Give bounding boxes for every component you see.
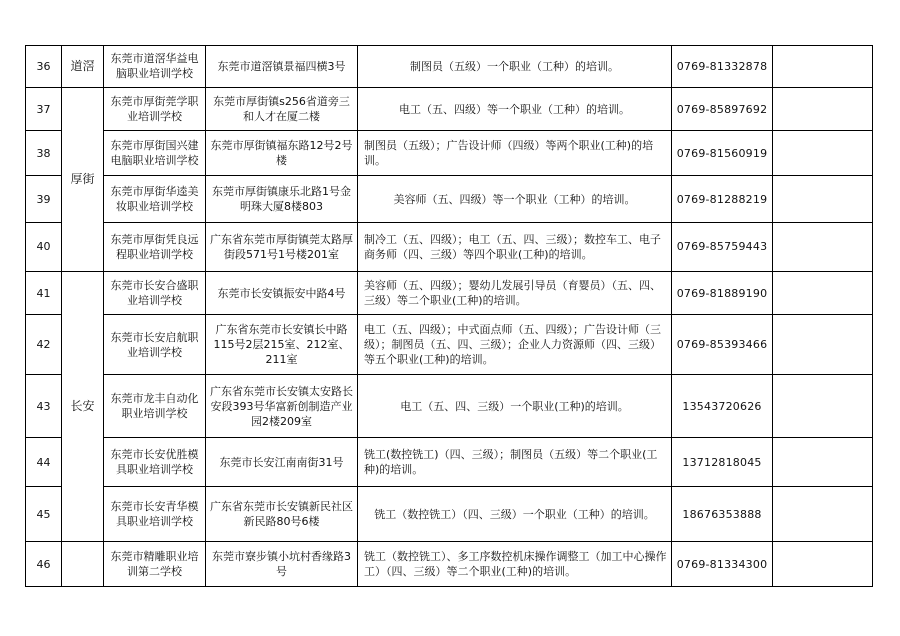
school-address: 广东省东莞市长安镇长中路115号2层215室、212室、211室 [206, 315, 358, 375]
school-name: 东莞市厚街国兴建电脑职业培训学校 [104, 131, 206, 176]
remarks-cell [773, 438, 873, 487]
remarks-cell [773, 176, 873, 223]
phone-number: 0769-81889190 [672, 271, 773, 315]
training-content: 电工（五、四、三级）一个职业(工种)的培训。 [358, 375, 672, 438]
school-name: 东莞市龙丰自动化职业培训学校 [104, 375, 206, 438]
school-name: 东莞市长安合盛职业培训学校 [104, 271, 206, 315]
remarks-cell [773, 542, 873, 587]
phone-number: 0769-85759443 [672, 222, 773, 271]
town-cell: 长安 [62, 271, 104, 541]
row-number: 40 [26, 222, 62, 271]
phone-number: 0769-85393466 [672, 315, 773, 375]
row-number: 44 [26, 438, 62, 487]
training-content: 电工（五、四级）；中式面点师（五、四级）；广告设计师（三级）；制图员（五、四、三级）；企业人力资源师（四、三级）等五个职业(工种)的培训。 [358, 315, 672, 375]
school-address: 东莞市长安江南南街31号 [206, 438, 358, 487]
town-cell: 道滘 [62, 46, 104, 88]
phone-number: 0769-81560919 [672, 131, 773, 176]
phone-number: 13543720626 [672, 375, 773, 438]
remarks-cell [773, 87, 873, 131]
table-row [26, 542, 873, 587]
table-row [26, 176, 873, 223]
table-row [26, 487, 873, 542]
table-row [26, 46, 873, 88]
school-name: 东莞市厚街莞学职业培训学校 [104, 87, 206, 131]
school-address: 东莞市寮步镇小坑村香缘路3号 [206, 542, 358, 587]
remarks-cell [773, 315, 873, 375]
school-name: 东莞市长安青华模具职业培训学校 [104, 487, 206, 542]
school-name: 东莞市长安启航职业培训学校 [104, 315, 206, 375]
phone-number: 0769-85897692 [672, 87, 773, 131]
school-address: 东莞市长安镇振安中路4号 [206, 271, 358, 315]
remarks-cell [773, 487, 873, 542]
training-content: 制冷工（五、四级）；电工（五、四、三级）；数控车工、电子商务师（四、三级）等四个职业(工种)的培训。 [358, 222, 672, 271]
school-name: 东莞市厚街华逵美妆职业培训学校 [104, 176, 206, 223]
row-number: 46 [26, 542, 62, 587]
training-content: 铣工(数控铣工)（四、三级）；制图员（五级）等二个职业(工种)的培训。 [358, 438, 672, 487]
town-cell: 厚街 [62, 87, 104, 271]
remarks-cell [773, 131, 873, 176]
training-content: 电工（五、四级）等一个职业（工种）的培训。 [358, 87, 672, 131]
school-address: 广东省东莞市厚街镇莞太路厚街段571号1号楼201室 [206, 222, 358, 271]
training-content: 制图员（五级）一个职业（工种）的培训。 [358, 46, 672, 88]
town-cell [62, 542, 104, 587]
school-address: 东莞市厚街镇福东路12号2号楼 [206, 131, 358, 176]
training-content: 美容师（五、四级）等一个职业（工种）的培训。 [358, 176, 672, 223]
row-number: 37 [26, 87, 62, 131]
training-content: 美容师（五、四级）；婴幼儿发展引导员（育婴员）（五、四、三级）等二个职业(工种)的培训。 [358, 271, 672, 315]
training-content: 铣工（数控铣工）、多工序数控机床操作调整工（加工中心操作工）（四、三级）等二个职业(工种)的培训。 [358, 542, 672, 587]
phone-number: 18676353888 [672, 487, 773, 542]
phone-number: 0769-81334300 [672, 542, 773, 587]
training-content: 铣工（数控铣工）（四、三级）一个职业（工种）的培训。 [358, 487, 672, 542]
row-number: 39 [26, 176, 62, 223]
table-row [26, 271, 873, 315]
remarks-cell [773, 271, 873, 315]
row-number: 42 [26, 315, 62, 375]
school-name: 东莞市精雕职业培训第二学校 [104, 542, 206, 587]
school-address: 东莞市厚街镇康乐北路1号金明珠大厦8楼803 [206, 176, 358, 223]
phone-number: 13712818045 [672, 438, 773, 487]
row-number: 45 [26, 487, 62, 542]
row-number: 38 [26, 131, 62, 176]
school-address: 广东省东莞市长安镇太安路长安段393号华富新创制造产业园2楼209室 [206, 375, 358, 438]
table-row [26, 131, 873, 176]
school-address: 广东省东莞市长安镇新民社区新民路80号6楼 [206, 487, 358, 542]
training-content: 制图员（五级）；广告设计师（四级）等两个职业(工种)的培训。 [358, 131, 672, 176]
school-address: 东莞市道滘镇景福四横3号 [206, 46, 358, 88]
row-number: 41 [26, 271, 62, 315]
remarks-cell [773, 375, 873, 438]
table-row [26, 438, 873, 487]
row-number: 43 [26, 375, 62, 438]
table-row [26, 87, 873, 131]
training-school-table [25, 45, 873, 587]
remarks-cell [773, 46, 873, 88]
phone-number: 0769-81288219 [672, 176, 773, 223]
school-name: 东莞市长安优胜模具职业培训学校 [104, 438, 206, 487]
school-name: 东莞市厚街凭良远程职业培训学校 [104, 222, 206, 271]
school-address: 东莞市厚街镇s256省道旁三和人才在厦二楼 [206, 87, 358, 131]
school-name: 东莞市道滘华益电脑职业培训学校 [104, 46, 206, 88]
remarks-cell [773, 222, 873, 271]
phone-number: 0769-81332878 [672, 46, 773, 88]
table-row [26, 315, 873, 375]
table-row [26, 222, 873, 271]
row-number: 36 [26, 46, 62, 88]
table-row [26, 375, 873, 438]
